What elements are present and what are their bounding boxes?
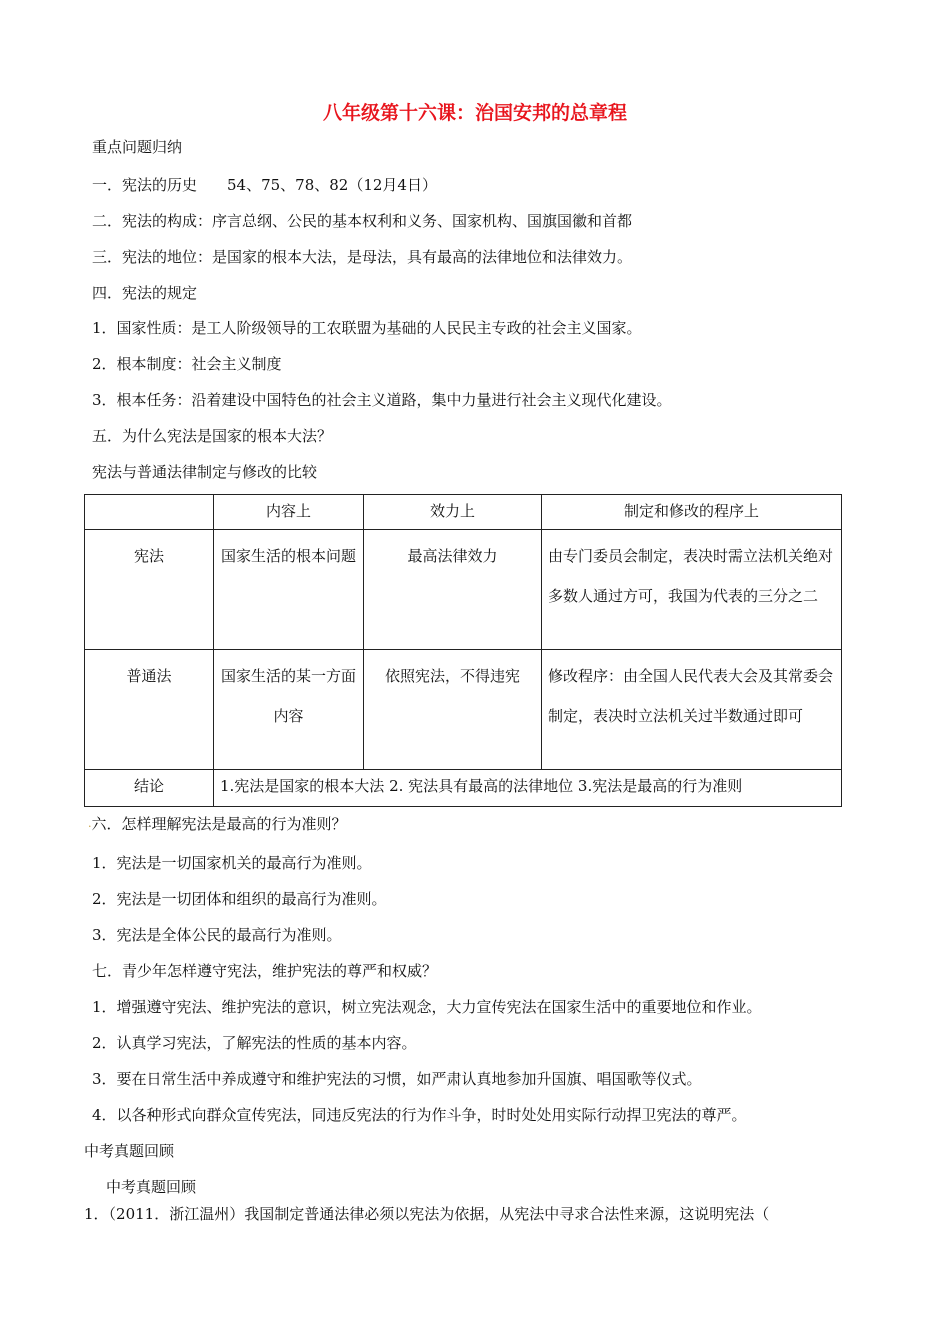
item-6: 六．怎样理解宪法是最高的行为准则？ xyxy=(91,815,347,833)
comparison-table xyxy=(84,494,842,807)
table-cell: 国家生活的根本问题 xyxy=(214,530,364,650)
item-4-2: 2．根本制度：社会主义制度 xyxy=(92,355,282,373)
item-6-3: 3．宪法是全体公民的最高行为准则。 xyxy=(92,926,342,944)
table-cell: 宪法 xyxy=(85,530,214,650)
anchor-mark-icon: . xyxy=(88,817,92,830)
table-header-cell: 制定和修改的程序上 xyxy=(542,495,842,530)
table-cell: 国家生活的某一方面内容 xyxy=(214,650,364,770)
item-7-4: 4．以各种形式向群众宣传宪法，同违反宪法的行为作斗争，时时处处用实际行动捍卫宪法的尊严。 xyxy=(92,1106,747,1124)
item-6-2: 2．宪法是一切团体和组织的最高行为准则。 xyxy=(92,890,387,908)
table-row xyxy=(85,530,842,650)
conclusion-label: 结论 xyxy=(85,770,214,807)
table-row xyxy=(85,650,842,770)
table-cell: 最高法律效力 xyxy=(364,530,542,650)
item-4: 四．宪法的规定 xyxy=(92,284,198,302)
table-cell: 修改程序：由全国人民代表大会及其常委会制定，表决时立法机关过半数通过即可 xyxy=(542,650,842,770)
item-7-3: 3．要在日常生活中养成遵守和维护宪法的习惯，如严肃认真地参加升国旗、唱国歌等仪式。 xyxy=(92,1070,702,1088)
item-1: 一．宪法的历史 54、75、78、82（12月4日） xyxy=(92,176,437,194)
conclusion-text: 1.宪法是国家的根本大法 2. 宪法具有最高的法律地位 3.宪法是最高的行为准则 xyxy=(214,770,842,807)
table-cell: 依照宪法，不得违宪 xyxy=(364,650,542,770)
section-label: 重点问题归纳 xyxy=(92,138,183,156)
table-conclusion-row xyxy=(85,770,842,807)
page-title: 八年级第十六课：治国安邦的总章程 xyxy=(322,102,627,124)
item-7-2: 2．认真学习宪法，了解宪法的性质的基本内容。 xyxy=(92,1034,417,1052)
table-header-cell: 内容上 xyxy=(214,495,364,530)
item-2: 二．宪法的构成：序言总纲、公民的基本权利和义务、国家机构、国旗国徽和首都 xyxy=(92,212,633,230)
table-cell: 普通法 xyxy=(85,650,214,770)
table-caption: 宪法与普通法律制定与修改的比较 xyxy=(92,463,318,481)
review-subheading: 中考真题回顾 xyxy=(106,1178,197,1196)
table-header-row xyxy=(85,495,842,530)
item-7-1: 1．增强遵守宪法、维护宪法的意识，树立宪法观念，大力宣传宪法在国家生活中的重要地位和作业。 xyxy=(92,998,762,1016)
table-header-cell xyxy=(85,495,214,530)
question-1: 1．（2011．浙江温州）我国制定普通法律必须以宪法为依据，从宪法中寻求合法性来源，这说明宪法（ xyxy=(84,1205,770,1223)
item-4-3: 3．根本任务：沿着建设中国特色的社会主义道路，集中力量进行社会主义现代化建设。 xyxy=(92,391,672,409)
item-4-1: 1．国家性质：是工人阶级领导的工农联盟为基础的人民民主专政的社会主义国家。 xyxy=(92,319,642,337)
table-header-cell: 效力上 xyxy=(364,495,542,530)
item-5: 五．为什么宪法是国家的根本大法？ xyxy=(92,427,333,445)
item-6-1: 1．宪法是一切国家机关的最高行为准则。 xyxy=(92,854,372,872)
table-cell: 由专门委员会制定，表决时需立法机关绝对多数人通过方可，我国为代表的三分之二 xyxy=(542,530,842,650)
review-heading: 中考真题回顾 xyxy=(84,1142,175,1160)
item-6-row xyxy=(88,814,347,834)
item-7: 七．青少年怎样遵守宪法，维护宪法的尊严和权威？ xyxy=(92,962,438,980)
item-3: 三．宪法的地位：是国家的根本大法，是母法，具有最高的法律地位和法律效力。 xyxy=(92,248,633,266)
